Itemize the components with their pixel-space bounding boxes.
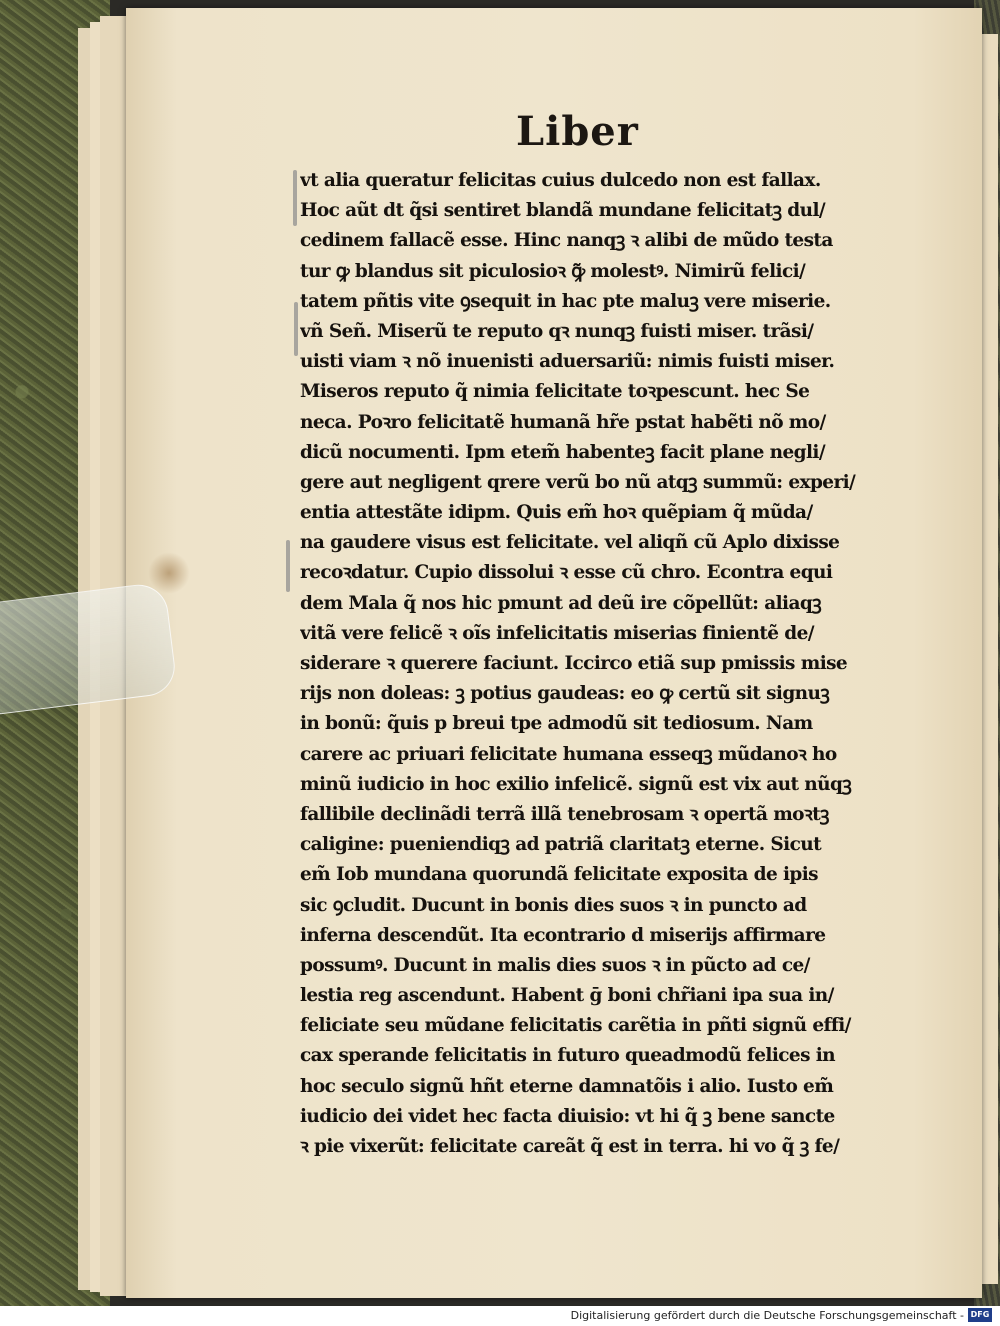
text-line: caligine: pueniendiqꝫ ad patriã claritatꝫ eterne. Sicut bbox=[300, 834, 822, 856]
text-line: siderare ꝛ querere faciunt. Iccirco etiã sup pmissis mise bbox=[300, 653, 848, 674]
text-line: vñ Señ. Miserũ te reputo qꝛ nunqꝫ fuisti miser. trãsi/ bbox=[300, 320, 814, 342]
text-line: rijs non doleas: ꝫ potius gaudeas: eo ꝙ certũ sit signuꝫ bbox=[300, 683, 830, 705]
text-line: fallibile declinãdi terrã illã tenebrosam ꝛ opertã moꝛtꝫ bbox=[300, 803, 829, 825]
margin-mark bbox=[293, 170, 297, 226]
text-line: recoꝛdatur. Cupio dissolui ꝛ esse cũ chro. Econtra equi bbox=[300, 562, 833, 584]
text-line: in bonũ: q̃uis p breui tpe admodũ sit tediosum. Nam bbox=[300, 713, 813, 735]
text-line: gere aut negligent qrere verũ bo nũ atqꝫ summũ: experi/ bbox=[300, 471, 856, 493]
text-line: vitã vere felicẽ ꝛ oĩs infelicitatis miserias finientẽ de/ bbox=[300, 622, 814, 644]
text-line: vt alia queratur felicitas cuius dulcedo non est fallax. bbox=[300, 170, 821, 191]
text-line: neca. Poꝛro felicitatẽ humanã hr̃e pstat habẽti nõ mo/ bbox=[300, 411, 826, 433]
text-line: em̃ Iob mundana quorundã felicitate exposita de ipis bbox=[300, 864, 818, 886]
text-line: na gaudere visus est felicitate. vel aliqñ cũ Aplo dixisse bbox=[300, 532, 840, 554]
text-line: Miseros reputo q̃ nimia felicitate toꝛpescunt. hec Se bbox=[300, 381, 810, 403]
text-line: cax sperande felicitatis in futuro queadmodũ felices in bbox=[300, 1045, 836, 1067]
page-stain bbox=[148, 552, 190, 594]
text-line: inferna descendũt. Ita econtrario d miserijs affirmare bbox=[300, 924, 826, 946]
text-line: dicũ nocumenti. Ipm etem̃ habenteꝫ facit plane negli/ bbox=[300, 441, 825, 463]
margin-mark bbox=[294, 302, 298, 356]
text-line: minũ iudicio in hoc exilio infelicẽ. signũ est vix aut nũqꝫ bbox=[300, 773, 852, 795]
text-line: hoc seculo signũ hñt eterne damnatõis i alio. Iusto em̃ bbox=[300, 1075, 834, 1097]
text-line: cedinem fallacẽ esse. Hinc nanqꝫ ꝛ alibi de mũdo testa bbox=[300, 230, 833, 252]
footer-credit: Digitalisierung gefördert durch die Deutsche Forschungsgemeinschaft - bbox=[570, 1309, 964, 1322]
text-line: ꝛ pie vixerũt: felicitate careãt q̃ est in terra. hi vo q̃ ꝫ fe/ bbox=[300, 1136, 840, 1157]
text-line: tatem pñtis vite ꝯsequit in hac pte maluꝫ vere miserie. bbox=[300, 290, 831, 312]
dfg-logo: DFG bbox=[968, 1308, 992, 1322]
text-line: entia attestãte idipm. Quis em̃ hoꝛ quẽpiam q̃ mũda/ bbox=[300, 502, 813, 524]
text-line: feliciate seu mũdane felicitatis carẽtia in pñti signũ effi/ bbox=[300, 1015, 851, 1037]
margin-mark bbox=[286, 540, 290, 592]
text-line: tur ꝙ blandus sit piculosioꝛ ꝙ̃ molestꝰ. Nimirũ felici/ bbox=[300, 260, 806, 282]
glass-page-weight bbox=[0, 581, 178, 714]
text-line: sic ꝯcludit. Ducunt in bonis dies suos ꝛ in puncto ad bbox=[300, 894, 807, 916]
text-line: Hoc aũt dt q̃si sentiret blandã mundane felicitatꝫ dul/ bbox=[300, 200, 826, 222]
text-line: lestia reg ascendunt. Habent ḡ boni chr̃iani ipa sua in/ bbox=[300, 985, 834, 1007]
running-head: Liber bbox=[516, 108, 639, 155]
text-line: possumꝰ. Ducunt in malis dies suos ꝛ in pũcto ad ce/ bbox=[300, 954, 810, 976]
main-text-block bbox=[300, 166, 895, 1162]
text-line: carere ac priuari felicitate humana esseqꝫ mũdanoꝛ ho bbox=[300, 743, 837, 765]
text-line: dem Mala q̃ nos hic pmunt ad deũ ire cõpellũt: aliaqꝫ bbox=[300, 592, 822, 614]
text-line: iudicio dei videt hec facta diuisio: vt hi q̃ ꝫ bene sancte bbox=[300, 1105, 835, 1127]
text-line: uisti viam ꝛ nõ inuenisti aduersariũ: nimis fuisti miser. bbox=[300, 351, 835, 373]
